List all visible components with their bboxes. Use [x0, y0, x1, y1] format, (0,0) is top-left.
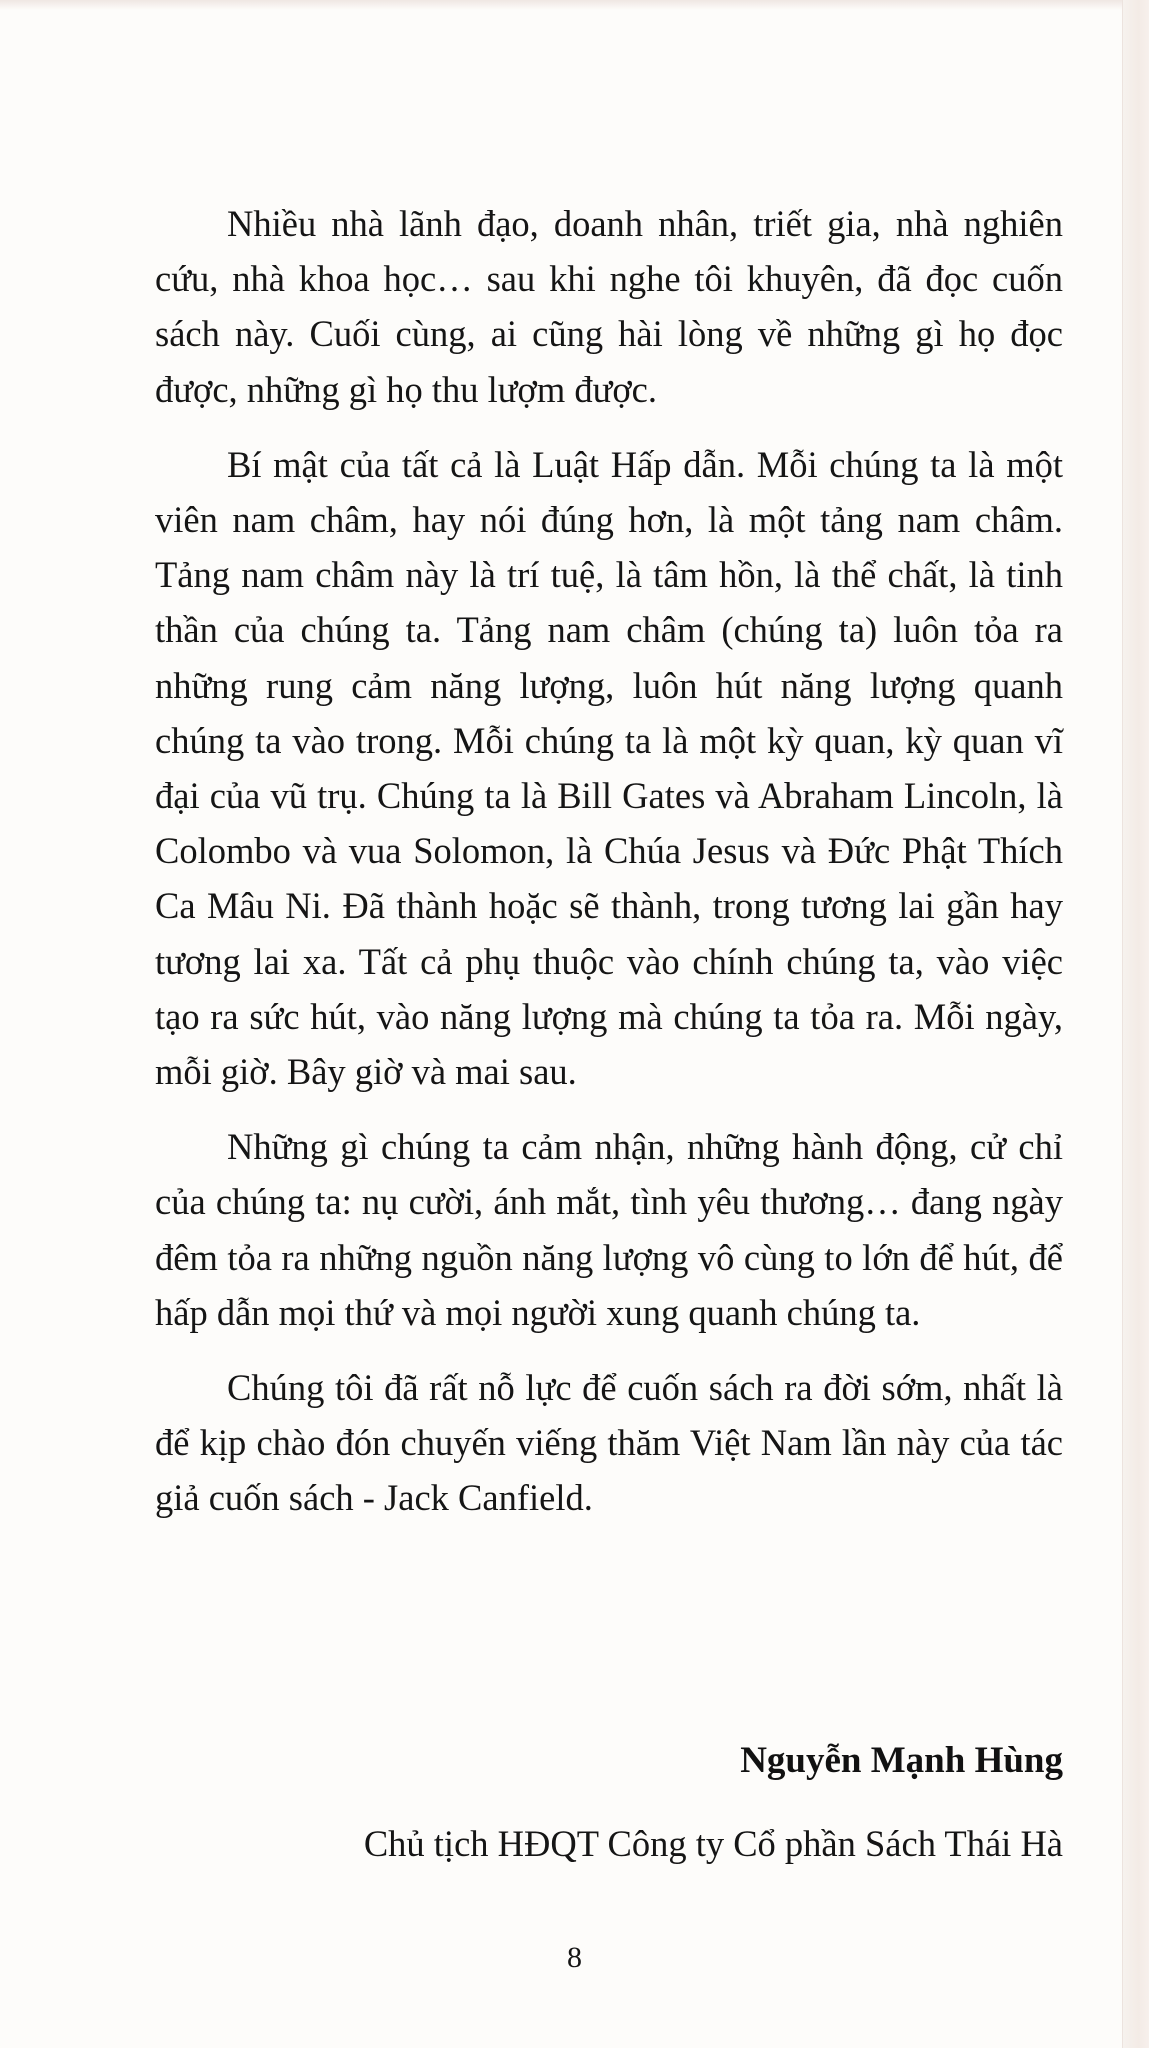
paragraph-2: Bí mật của tất cả là Luật Hấp dẫn. Mỗi chúng ta là một viên nam châm, hay nói đúng hơn, là một tảng nam châm. Tảng nam châm này là trí tuệ, là tâm hồn, là thể chất, là tinh thần của chúng ta. Tảng nam châm (chúng ta) luôn tỏa ra những rung cảm năng lượng, luôn hút năng lượng quanh chúng ta vào trong. Mỗi chúng ta là một kỳ quan, kỳ quan vĩ đại của vũ trụ. Chúng ta là Bill Gates và Abraham Lincoln, là Colombo và vua Solomon, là Chúa Jesus và Đức Phật Thích Ca Mâu Ni. Đã thành hoặc sẽ thành, trong tương lai gần hay tương lai xa. Tất cả phụ thuộc vào chính chúng ta, vào việc tạo ra sức hút, vào năng lượng mà chúng ta tỏa ra. Mỗi ngày, mỗi giờ. Bây giờ và mai sau. — [155, 443, 1063, 1093]
signature-name: Nguyễn Mạnh Hùng — [740, 1740, 1063, 1781]
page-top-shadow — [0, 0, 1149, 10]
page-edge — [1122, 0, 1149, 2048]
paragraph-4: Chúng tôi đã rất nỗ lực để cuốn sách ra đời sớm, nhất là để kịp chào đón chuyến viếng thăm Việt Nam lần này của tác giả cuốn sách - Jack Canfield. — [155, 1367, 1063, 1519]
signature-title: Chủ tịch HĐQT Công ty Cổ phần Sách Thái Hà — [363, 1823, 1063, 1864]
paragraph-3: Những gì chúng ta cảm nhận, những hành động, cử chỉ của chúng ta: nụ cười, ánh mắt, tình yêu thương… đang ngày đêm tỏa ra những nguồn năng lượng vô cùng to lớn để hút, để hấp dẫn mọi thứ và mọi người xung quanh chúng ta. — [155, 1126, 1063, 1333]
page-number: 8 — [567, 1941, 582, 1974]
body-text — [155, 196, 1063, 1546]
paragraph-1: Nhiều nhà lãnh đạo, doanh nhân, triết gia, nhà nghiên cứu, nhà khoa học… sau khi nghe tôi khuyên, đã đọc cuốn sách này. Cuối cùng, ai cũng hài lòng về những gì họ đọc được, những gì họ thu lượm được. — [155, 203, 1063, 410]
